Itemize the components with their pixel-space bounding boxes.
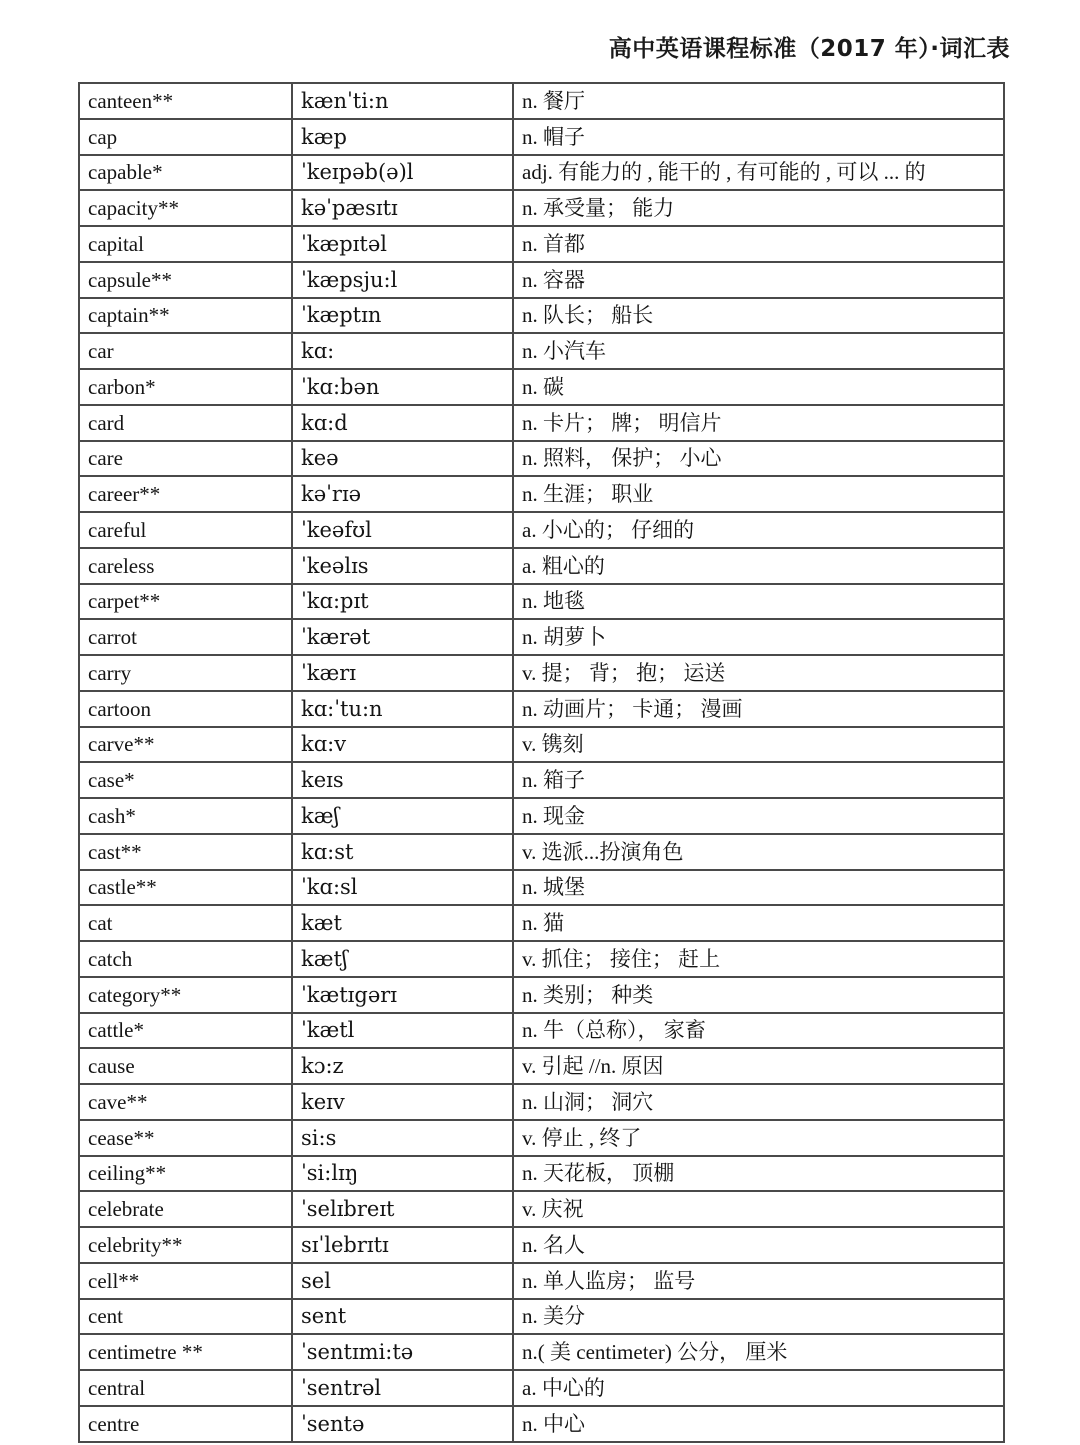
table-row xyxy=(79,1406,1004,1442)
table-row xyxy=(79,1013,1004,1049)
word-cell: case* xyxy=(79,762,292,798)
definition-cell: adj. 有能力的 , 能干的 , 有可能的 , 可以 ... 的 xyxy=(513,155,1004,191)
definition-cell: n. 生涯； 职业 xyxy=(513,476,1004,512)
table-row xyxy=(79,155,1004,191)
phonetic-cell: ˈkɑ:bən xyxy=(292,369,513,405)
phonetic-cell: keɪs xyxy=(292,762,513,798)
phonetic-cell: ˈkæpsju:l xyxy=(292,262,513,298)
phonetic-cell: kɔ:z xyxy=(292,1048,513,1084)
table-row xyxy=(79,1263,1004,1299)
word-cell: cent xyxy=(79,1299,292,1335)
table-row xyxy=(79,798,1004,834)
table-row xyxy=(79,834,1004,870)
table-row xyxy=(79,262,1004,298)
word-cell: cease** xyxy=(79,1120,292,1156)
vocab-table-body xyxy=(79,83,1004,1442)
table-row xyxy=(79,655,1004,691)
phonetic-cell: ˈkɑ:pɪt xyxy=(292,584,513,620)
phonetic-cell: ˈsentə xyxy=(292,1406,513,1442)
word-cell: carrot xyxy=(79,619,292,655)
table-row xyxy=(79,548,1004,584)
phonetic-cell: ˈkætɪgərɪ xyxy=(292,977,513,1013)
table-row xyxy=(79,119,1004,155)
phonetic-cell: keɪv xyxy=(292,1084,513,1120)
word-cell: carve** xyxy=(79,727,292,763)
table-row xyxy=(79,619,1004,655)
phonetic-cell: kænˈti:n xyxy=(292,83,513,119)
definition-cell: n. 动画片； 卡通； 漫画 xyxy=(513,691,1004,727)
table-row xyxy=(79,298,1004,334)
phonetic-cell: ˈkærət xyxy=(292,619,513,655)
definition-cell: n. 小汽车 xyxy=(513,333,1004,369)
definition-cell: n. 餐厅 xyxy=(513,83,1004,119)
table-row xyxy=(79,333,1004,369)
word-cell: careful xyxy=(79,512,292,548)
table-row xyxy=(79,977,1004,1013)
definition-cell: v. 提； 背； 抱； 运送 xyxy=(513,655,1004,691)
definition-cell: a. 小心的； 仔细的 xyxy=(513,512,1004,548)
word-cell: centre xyxy=(79,1406,292,1442)
phonetic-cell: sent xyxy=(292,1299,513,1335)
definition-cell: n. 照料， 保护； 小心 xyxy=(513,441,1004,477)
definition-cell: n. 美分 xyxy=(513,1299,1004,1335)
table-row xyxy=(79,512,1004,548)
definition-cell: n. 中心 xyxy=(513,1406,1004,1442)
phonetic-cell: kɑ:v xyxy=(292,727,513,763)
table-row xyxy=(79,405,1004,441)
definition-cell: n.( 美 centimeter) 公分， 厘米 xyxy=(513,1334,1004,1370)
definition-cell: v. 引起 //n. 原因 xyxy=(513,1048,1004,1084)
word-cell: category** xyxy=(79,977,292,1013)
table-row xyxy=(79,1299,1004,1335)
table-row xyxy=(79,691,1004,727)
phonetic-cell: kæt xyxy=(292,905,513,941)
definition-cell: n. 类别； 种类 xyxy=(513,977,1004,1013)
phonetic-cell: ˈsentɪmi:tə xyxy=(292,1334,513,1370)
phonetic-cell: kɑ:d xyxy=(292,405,513,441)
phonetic-cell: sɪˈlebrɪtɪ xyxy=(292,1227,513,1263)
word-cell: capacity** xyxy=(79,190,292,226)
definition-cell: n. 首都 xyxy=(513,226,1004,262)
word-cell: carbon* xyxy=(79,369,292,405)
word-cell: ceiling** xyxy=(79,1156,292,1192)
definition-cell: v. 镌刻 xyxy=(513,727,1004,763)
definition-cell: n. 猫 xyxy=(513,905,1004,941)
table-row xyxy=(79,1334,1004,1370)
table-row xyxy=(79,1191,1004,1227)
definition-cell: n. 天花板， 顶棚 xyxy=(513,1156,1004,1192)
phonetic-cell: kəˈrɪə xyxy=(292,476,513,512)
phonetic-cell: ˈkɑ:sl xyxy=(292,870,513,906)
phonetic-cell: ˈkeɪpəb(ə)l xyxy=(292,155,513,191)
table-row xyxy=(79,369,1004,405)
word-cell: centimetre ** xyxy=(79,1334,292,1370)
definition-cell: v. 选派...扮演角色 xyxy=(513,834,1004,870)
phonetic-cell: ˈkeəlɪs xyxy=(292,548,513,584)
word-cell: cell** xyxy=(79,1263,292,1299)
phonetic-cell: kæʃ xyxy=(292,798,513,834)
word-cell: career** xyxy=(79,476,292,512)
phonetic-cell: sel xyxy=(292,1263,513,1299)
definition-cell: v. 庆祝 xyxy=(513,1191,1004,1227)
definition-cell: v. 抓住； 接住； 赶上 xyxy=(513,941,1004,977)
word-cell: carpet** xyxy=(79,584,292,620)
word-cell: capable* xyxy=(79,155,292,191)
word-cell: carry xyxy=(79,655,292,691)
definition-cell: n. 地毯 xyxy=(513,584,1004,620)
word-cell: capital xyxy=(79,226,292,262)
definition-cell: n. 山洞； 洞穴 xyxy=(513,1084,1004,1120)
table-row xyxy=(79,476,1004,512)
phonetic-cell: ˈsentrəl xyxy=(292,1370,513,1406)
word-cell: celebrity** xyxy=(79,1227,292,1263)
definition-cell: n. 承受量； 能力 xyxy=(513,190,1004,226)
table-row xyxy=(79,941,1004,977)
word-cell: captain** xyxy=(79,298,292,334)
table-row xyxy=(79,1120,1004,1156)
definition-cell: n. 牛（总称）， 家畜 xyxy=(513,1013,1004,1049)
table-row xyxy=(79,727,1004,763)
table-row xyxy=(79,1048,1004,1084)
word-cell: care xyxy=(79,441,292,477)
word-cell: cast** xyxy=(79,834,292,870)
table-row xyxy=(79,762,1004,798)
definition-cell: n. 胡萝卜 xyxy=(513,619,1004,655)
table-row xyxy=(79,1156,1004,1192)
table-row xyxy=(79,1084,1004,1120)
vocabulary-table xyxy=(78,82,1005,1443)
table-row xyxy=(79,190,1004,226)
definition-cell: n. 碳 xyxy=(513,369,1004,405)
phonetic-cell: ˈkæpɪtəl xyxy=(292,226,513,262)
phonetic-cell: ˈsi:lɪŋ xyxy=(292,1156,513,1192)
table-row xyxy=(79,870,1004,906)
definition-cell: n. 队长； 船长 xyxy=(513,298,1004,334)
table-row xyxy=(79,83,1004,119)
phonetic-cell: kɑ:st xyxy=(292,834,513,870)
phonetic-cell: kætʃ xyxy=(292,941,513,977)
word-cell: card xyxy=(79,405,292,441)
word-cell: cap xyxy=(79,119,292,155)
word-cell: catch xyxy=(79,941,292,977)
word-cell: careless xyxy=(79,548,292,584)
definition-cell: a. 中心的 xyxy=(513,1370,1004,1406)
phonetic-cell: ˈkærɪ xyxy=(292,655,513,691)
word-cell: car xyxy=(79,333,292,369)
word-cell: cause xyxy=(79,1048,292,1084)
phonetic-cell: keə xyxy=(292,441,513,477)
phonetic-cell: kɑ: xyxy=(292,333,513,369)
word-cell: celebrate xyxy=(79,1191,292,1227)
word-cell: cattle* xyxy=(79,1013,292,1049)
phonetic-cell: kɑ:ˈtu:n xyxy=(292,691,513,727)
phonetic-cell: si:s xyxy=(292,1120,513,1156)
word-cell: castle** xyxy=(79,870,292,906)
table-row xyxy=(79,226,1004,262)
table-row xyxy=(79,905,1004,941)
word-cell: cave** xyxy=(79,1084,292,1120)
phonetic-cell: ˈselɪbreɪt xyxy=(292,1191,513,1227)
table-row xyxy=(79,584,1004,620)
definition-cell: n. 单人监房； 监号 xyxy=(513,1263,1004,1299)
phonetic-cell: ˈkeəfʊl xyxy=(292,512,513,548)
definition-cell: n. 箱子 xyxy=(513,762,1004,798)
phonetic-cell: ˈkæptɪn xyxy=(292,298,513,334)
word-cell: capsule** xyxy=(79,262,292,298)
definition-cell: n. 帽子 xyxy=(513,119,1004,155)
definition-cell: n. 城堡 xyxy=(513,870,1004,906)
phonetic-cell: kəˈpæsɪtɪ xyxy=(292,190,513,226)
phonetic-cell: ˈkætl xyxy=(292,1013,513,1049)
definition-cell: n. 现金 xyxy=(513,798,1004,834)
word-cell: cash* xyxy=(79,798,292,834)
word-cell: central xyxy=(79,1370,292,1406)
definition-cell: n. 名人 xyxy=(513,1227,1004,1263)
table-row xyxy=(79,1227,1004,1263)
definition-cell: n. 容器 xyxy=(513,262,1004,298)
word-cell: cartoon xyxy=(79,691,292,727)
word-cell: canteen** xyxy=(79,83,292,119)
page-title: 高中英语课程标准（2017 年）·词汇表 xyxy=(608,36,1010,62)
definition-cell: n. 卡片； 牌； 明信片 xyxy=(513,405,1004,441)
table-row xyxy=(79,1370,1004,1406)
table-row xyxy=(79,441,1004,477)
phonetic-cell: kæp xyxy=(292,119,513,155)
definition-cell: a. 粗心的 xyxy=(513,548,1004,584)
word-cell: cat xyxy=(79,905,292,941)
definition-cell: v. 停止 , 终了 xyxy=(513,1120,1004,1156)
